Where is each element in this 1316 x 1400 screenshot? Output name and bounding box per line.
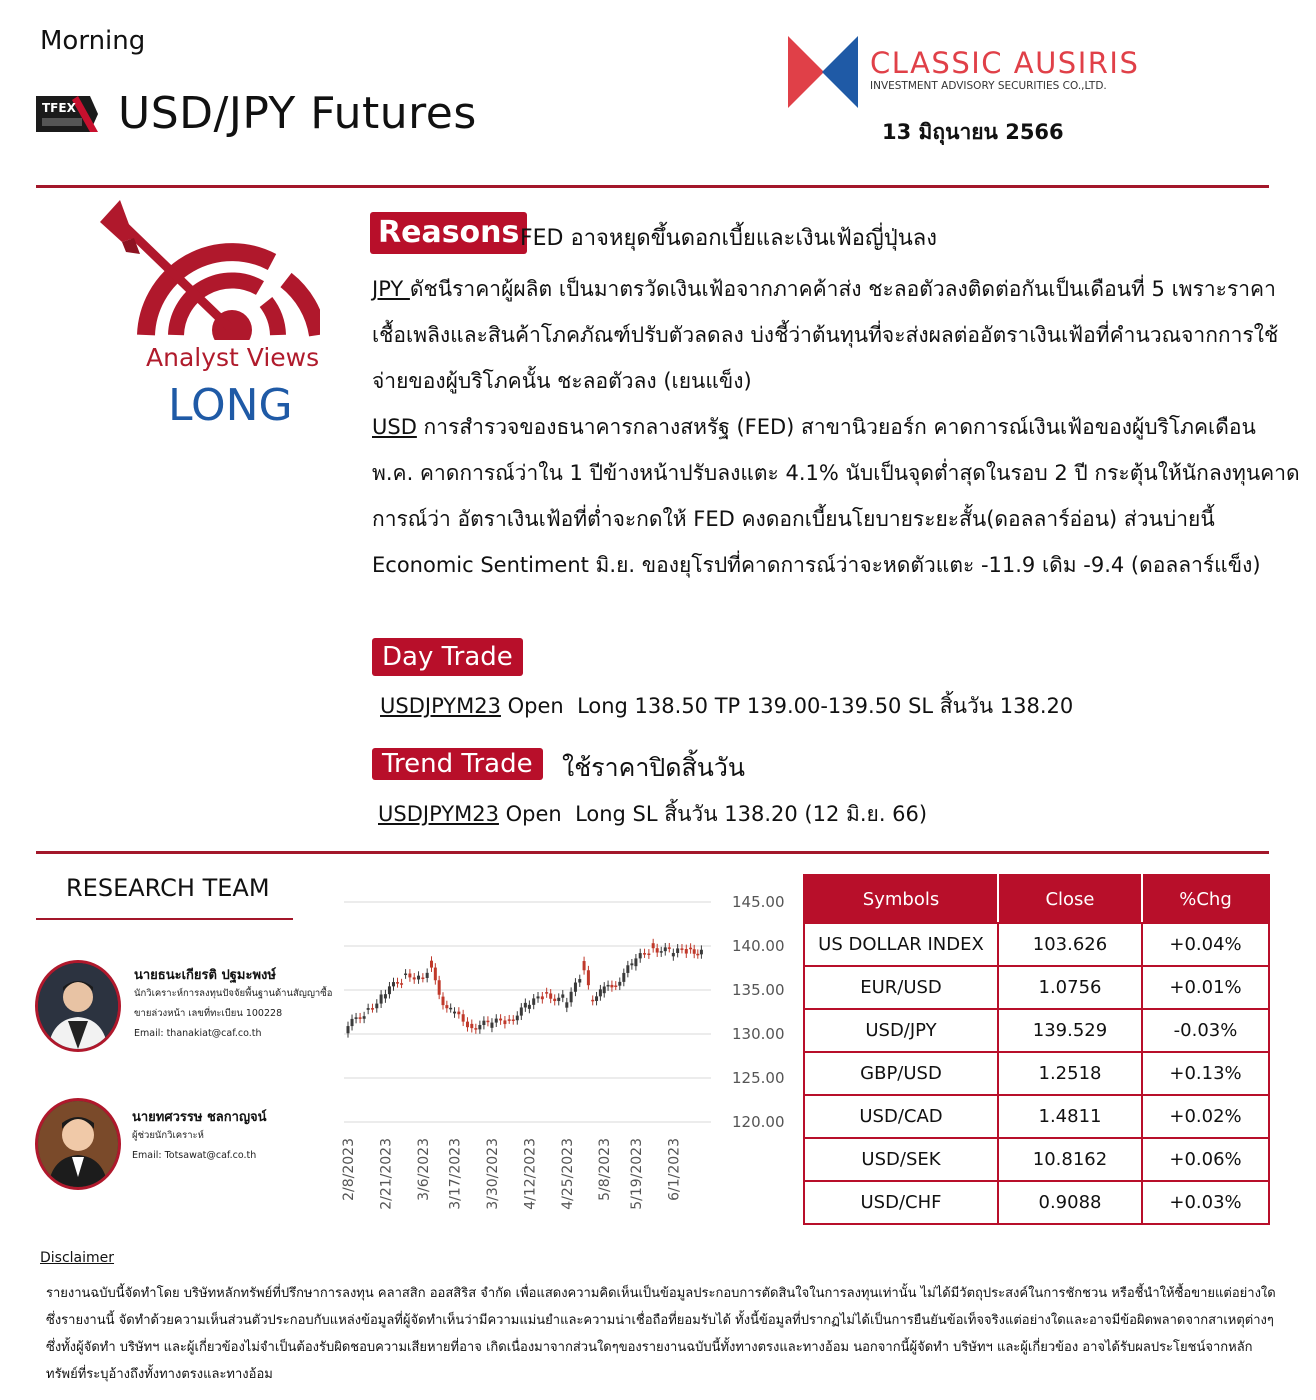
candle-body bbox=[689, 948, 692, 950]
avatar bbox=[35, 1098, 121, 1190]
usdjpy-chart-svg bbox=[326, 880, 796, 1240]
disclaimer-title: Disclaimer bbox=[40, 1250, 115, 1266]
x-tick-label: 6/1/2023 bbox=[666, 1138, 683, 1201]
candle-body bbox=[392, 982, 395, 986]
candle-body bbox=[426, 973, 429, 978]
table-row bbox=[804, 1181, 1269, 1224]
candle-body bbox=[583, 961, 586, 970]
trend-trade-tag: Trend Trade bbox=[372, 748, 543, 780]
candle-body bbox=[375, 1004, 378, 1009]
reasons-headline: FED อาจหยุดขึ้นดอกเบี้ยและเงินเฟ้อญี่ปุ่นลง bbox=[520, 226, 937, 251]
candle-body bbox=[384, 994, 387, 998]
table-row bbox=[804, 1009, 1269, 1052]
candle-body bbox=[618, 982, 621, 986]
day-trade-tag: Day Trade bbox=[372, 638, 523, 676]
fx-table bbox=[803, 874, 1270, 1225]
x-tick-label: 5/19/2023 bbox=[628, 1138, 645, 1210]
candle-body bbox=[355, 1017, 358, 1019]
candle-body bbox=[532, 998, 535, 1004]
report-date: 13 มิถุนายน 2566 bbox=[882, 120, 1064, 144]
candle-body bbox=[591, 1000, 594, 1002]
reasons-body bbox=[372, 266, 1302, 588]
member-1-role: นักวิเคราะห์การลงทุนปัจจัยพื้นฐานด้านสัญญาซื้อขายล่วงหน้า เลขที่ทะเบียน 100228 bbox=[134, 988, 333, 1019]
candle-body bbox=[408, 974, 411, 978]
tfex-logo-text: TFEX bbox=[42, 101, 76, 115]
member-2-role: ผู้ช่วยนักวิเคราะห์ bbox=[132, 1130, 204, 1141]
usdjpy-chart bbox=[326, 880, 796, 1240]
candle-body bbox=[508, 1019, 511, 1021]
jpy-label: JPY bbox=[372, 277, 410, 301]
candle-body bbox=[457, 1012, 460, 1015]
trend-trade-symbol: USDJPYM23 bbox=[378, 802, 499, 826]
close-cell: 1.2518 bbox=[998, 1052, 1142, 1095]
candle-body bbox=[434, 968, 437, 981]
candle-body bbox=[351, 1019, 354, 1026]
table-row bbox=[804, 923, 1269, 966]
fx-table-header bbox=[804, 875, 1269, 923]
candle-body bbox=[672, 953, 675, 956]
analyst-views-label: Analyst Views bbox=[146, 343, 320, 372]
candle-body bbox=[541, 996, 544, 999]
candle-body bbox=[371, 1008, 374, 1010]
header-chg: %Chg bbox=[1142, 875, 1269, 923]
candle-body bbox=[347, 1026, 350, 1033]
symbol-cell: USD/JPY bbox=[804, 1009, 998, 1052]
x-tick-label: 2/8/2023 bbox=[341, 1138, 357, 1201]
candle-body bbox=[700, 950, 703, 955]
day-trade-line bbox=[380, 690, 1073, 723]
candle-body bbox=[680, 948, 683, 950]
trend-trade-note: ใช้ราคาปิดสิ้นวัน bbox=[562, 753, 745, 782]
close-cell: 1.0756 bbox=[998, 966, 1142, 1009]
x-tick-label: 3/30/2023 bbox=[484, 1138, 501, 1210]
candle-body bbox=[639, 953, 642, 958]
candle-body bbox=[512, 1020, 515, 1022]
chg-cell: +0.02% bbox=[1142, 1095, 1269, 1138]
x-tick-label: 4/25/2023 bbox=[559, 1138, 576, 1210]
research-team-title: RESEARCH TEAM bbox=[66, 874, 270, 902]
candle-body bbox=[520, 1007, 523, 1015]
middle-divider bbox=[36, 851, 1269, 854]
session-label: Morning bbox=[40, 26, 146, 56]
candle-body bbox=[570, 992, 573, 1003]
table-row bbox=[804, 966, 1269, 1009]
member-2-name: นายทศวรรษ ชลกาญจน์ bbox=[132, 1110, 267, 1125]
candle-body bbox=[482, 1021, 485, 1025]
close-cell: 0.9088 bbox=[998, 1181, 1142, 1224]
disclaimer-text: รายงานฉบับนี้จัดทำโดย บริษัทหลักทรัพย์ที่ปรึกษาการลงทุน คลาสสิก ออสสิริส จำกัด เพื่อแสดงความคิดเห็นเป็นข้อมูลประกอบการตัดสินใจในการลงทุนเท่านั้น ไม่ได้มีวัตถุประสงค์ในการชักชวน หรือชี้นำให้ซื้อขายแต่อย่างใด ซึ่งรายงานนี้ จัดทำด้วยความเห็นส่วนตัวประกอบกับแหล่งข้อมูลที่ผู้จัดทำเห็นว่ามีความแม่นยำและความน่าเชื่อถือที่ยอมรับได้ ทั้งนี้ข้อมูลที่ปรากฏไม่ได้เป็นการยืนยันข้อเท็จจริงแต่อย่างใดและอาจมีข้อผิดพลาดจากสาเหตุต่างๆ ซึ่งทั้งผู้จัดทำ บริษัทฯ และผู้เกี่ยวข้องไม่จำเป็นต้องรับผิดชอบความเสียหายที่อาจ เกิดเนื่องมาจากส่วนใดๆของรายงานฉบับนี้ทั้งทางตรงและทางอ้อม นอกจากนี้ผู้จัดทำ บริษัทฯ และผู้เกี่ยวข้อง อาจได้รับผลประโยชน์จากหลักทรัพย์ที่ระบุอ้างถึงทั้งทางตรงและทางอ้อม bbox=[46, 1286, 1276, 1382]
close-cell: 10.8162 bbox=[998, 1138, 1142, 1181]
candle-body bbox=[363, 1016, 366, 1019]
candle-body bbox=[478, 1025, 481, 1029]
header-symbols: Symbols bbox=[804, 875, 998, 923]
candle-body bbox=[574, 983, 577, 992]
jpy-paragraph: ดัชนีราคาผู้ผลิต เป็นมาตรวัดเงินเฟ้อจากภาคค้าส่ง ชะลอตัวลงติดต่อกันเป็นเดือนที่ 5 เพราะราคาเชื้อเพลิงและสินค้าโภคภัณฑ์ปรับตัวลดลง บ่งชี้ว่าต้นทุนที่จะส่งผลต่ออัตราเงินเฟ้อที่คำนวณจากการใช้จ่ายของผู้บริโภคนั้น ชะลอตัวลง (เยนแข็ง) bbox=[372, 277, 1279, 393]
candle-body bbox=[499, 1019, 502, 1021]
symbol-cell: GBP/USD bbox=[804, 1052, 998, 1095]
candle-body bbox=[421, 978, 424, 980]
table-row bbox=[804, 1052, 1269, 1095]
tfex-logo bbox=[32, 92, 100, 136]
candle-body bbox=[503, 1020, 506, 1024]
candle-body bbox=[462, 1014, 465, 1021]
candle-body bbox=[449, 1008, 452, 1010]
candle-body bbox=[495, 1019, 498, 1023]
y-tick-label: 130.00 bbox=[732, 1025, 785, 1043]
candle-body bbox=[400, 983, 403, 985]
x-tick-label: 2/21/2023 bbox=[378, 1138, 395, 1210]
y-tick-label: 135.00 bbox=[732, 981, 785, 999]
candle-body bbox=[470, 1024, 473, 1028]
candle-body bbox=[587, 970, 590, 985]
chg-cell: +0.01% bbox=[1142, 966, 1269, 1009]
symbol-cell: USD/CHF bbox=[804, 1181, 998, 1224]
symbol-cell: USD/CAD bbox=[804, 1095, 998, 1138]
x-tick-label: 3/6/2023 bbox=[415, 1138, 432, 1201]
chg-cell: -0.03% bbox=[1142, 1009, 1269, 1052]
candle-body bbox=[603, 986, 606, 993]
candle-body bbox=[578, 979, 581, 982]
target-icon bbox=[100, 200, 320, 340]
candle-body bbox=[647, 954, 650, 956]
chg-cell: +0.06% bbox=[1142, 1138, 1269, 1181]
candle-body bbox=[693, 949, 696, 954]
candle-body bbox=[486, 1021, 489, 1023]
candle-body bbox=[474, 1028, 477, 1030]
candle-body bbox=[380, 994, 383, 1003]
candle-body bbox=[388, 986, 391, 994]
analyst-position: LONG bbox=[168, 380, 293, 431]
symbol-cell: USD/SEK bbox=[804, 1138, 998, 1181]
candle-body bbox=[634, 958, 637, 966]
table-row bbox=[804, 1138, 1269, 1181]
candle-body bbox=[565, 1002, 568, 1007]
page-title: USD/JPY Futures bbox=[118, 88, 477, 139]
day-trade-symbol: USDJPYM23 bbox=[380, 694, 501, 718]
candle-body bbox=[668, 947, 671, 949]
chg-cell: +0.13% bbox=[1142, 1052, 1269, 1095]
candle-body bbox=[396, 982, 399, 984]
candle-body bbox=[696, 954, 699, 956]
candle-body bbox=[664, 947, 667, 951]
avatar bbox=[35, 960, 121, 1052]
usd-paragraph: การสำรวจของธนาคารกลางสหรัฐ (FED) สาขานิวยอร์ก คาดการณ์เงินเฟ้อของผู้บริโภคเดือน พ.ค. คาดการณ์ว่าใน 1 ปีข้างหน้าปรับลงแตะ 4.1% นับเป็นจุดต่ำสุดในรอบ 2 ปี กระตุ้นให้นักลงทุนคาดการณ์ว่า อัตราเงินเฟ้อที่ต่ำจะกดให้ FED คงดอกเบี้ยนโยบายระยะสั้น(ดอลลาร์อ่อน) ส่วนบ่ายนี้ Economic Sentiment มิ.ย. ของยุโรปที่คาดการณ์ว่าจะหดตัวแตะ -11.9 เดิม -9.4 (ดอลลาร์แข็ง) bbox=[372, 415, 1300, 577]
candle-body bbox=[614, 986, 617, 988]
candle-body bbox=[413, 977, 416, 979]
candle-body bbox=[453, 1012, 456, 1014]
brand-name: CLASSIC AUSIRIS bbox=[870, 46, 1140, 80]
y-tick-label: 145.00 bbox=[732, 893, 785, 911]
candle-body bbox=[442, 997, 445, 1006]
candle-body bbox=[545, 992, 548, 994]
candle-body bbox=[561, 994, 564, 997]
symbol-cell: US DOLLAR INDEX bbox=[804, 923, 998, 966]
candle-body bbox=[656, 948, 659, 952]
x-tick-label: 3/17/2023 bbox=[447, 1138, 464, 1210]
candle-body bbox=[607, 985, 610, 987]
candle-body bbox=[537, 996, 540, 998]
trend-trade-text: Open Long SL สิ้นวัน 138.20 (12 มิ.ย. 66) bbox=[505, 802, 928, 826]
candle-body bbox=[685, 949, 688, 954]
candle-body bbox=[660, 951, 663, 953]
member-1-email: Email: thanakiat@caf.co.th bbox=[134, 1028, 262, 1039]
close-cell: 103.626 bbox=[998, 923, 1142, 966]
top-divider bbox=[36, 185, 1269, 188]
table-row bbox=[804, 1095, 1269, 1138]
chg-cell: +0.04% bbox=[1142, 923, 1269, 966]
candle-body bbox=[549, 993, 552, 998]
y-tick-label: 140.00 bbox=[732, 937, 785, 955]
candle-body bbox=[524, 1003, 527, 1008]
member-1-info bbox=[134, 984, 334, 1044]
candle-body bbox=[595, 996, 598, 1001]
candle-body bbox=[676, 948, 679, 953]
candle-body bbox=[417, 976, 420, 980]
member-1-name: นายธนะเกียรติ ปฐมะพงษ์ bbox=[134, 968, 276, 983]
candle-body bbox=[430, 961, 433, 968]
research-team-underline bbox=[36, 918, 293, 920]
usd-label: USD bbox=[372, 415, 417, 439]
trend-trade-line bbox=[378, 798, 927, 831]
member-2-info bbox=[132, 1126, 332, 1166]
candle-body bbox=[404, 974, 407, 976]
reasons-tag: Reasons bbox=[370, 212, 527, 254]
candle-body bbox=[599, 989, 602, 996]
symbol-cell: EUR/USD bbox=[804, 966, 998, 1009]
candle-body bbox=[630, 963, 633, 965]
candle-body bbox=[643, 953, 646, 955]
chg-cell: +0.03% bbox=[1142, 1181, 1269, 1224]
candle-body bbox=[652, 943, 655, 948]
candle-body bbox=[359, 1017, 362, 1019]
y-tick-label: 120.00 bbox=[732, 1113, 785, 1131]
close-cell: 1.4811 bbox=[998, 1095, 1142, 1138]
candle-body bbox=[626, 965, 629, 973]
candle-body bbox=[528, 1005, 531, 1009]
close-cell: 139.529 bbox=[998, 1009, 1142, 1052]
member-2-email: Email: Totsawat@caf.co.th bbox=[132, 1150, 257, 1161]
brand-subtitle: INVESTMENT ADVISORY SECURITIES CO.,LTD. bbox=[870, 80, 1107, 92]
candle-body bbox=[466, 1022, 469, 1028]
day-trade-text: Open Long 138.50 TP 139.00-139.50 SL สิ้นวัน 138.20 bbox=[507, 694, 1074, 718]
candle-body bbox=[445, 1005, 448, 1008]
candle-body bbox=[516, 1016, 519, 1021]
y-tick-label: 125.00 bbox=[732, 1069, 785, 1087]
candle-body bbox=[553, 999, 556, 1001]
x-tick-label: 5/8/2023 bbox=[597, 1138, 614, 1201]
classic-ausiris-logo bbox=[788, 36, 858, 108]
candle-body bbox=[557, 998, 560, 1001]
candle-body bbox=[622, 973, 625, 982]
candle-body bbox=[610, 985, 613, 987]
candle-body bbox=[438, 980, 441, 995]
header-close: Close bbox=[998, 875, 1142, 923]
candle-body bbox=[367, 1008, 370, 1010]
x-tick-label: 4/12/2023 bbox=[522, 1138, 539, 1210]
candle-body bbox=[490, 1023, 493, 1028]
